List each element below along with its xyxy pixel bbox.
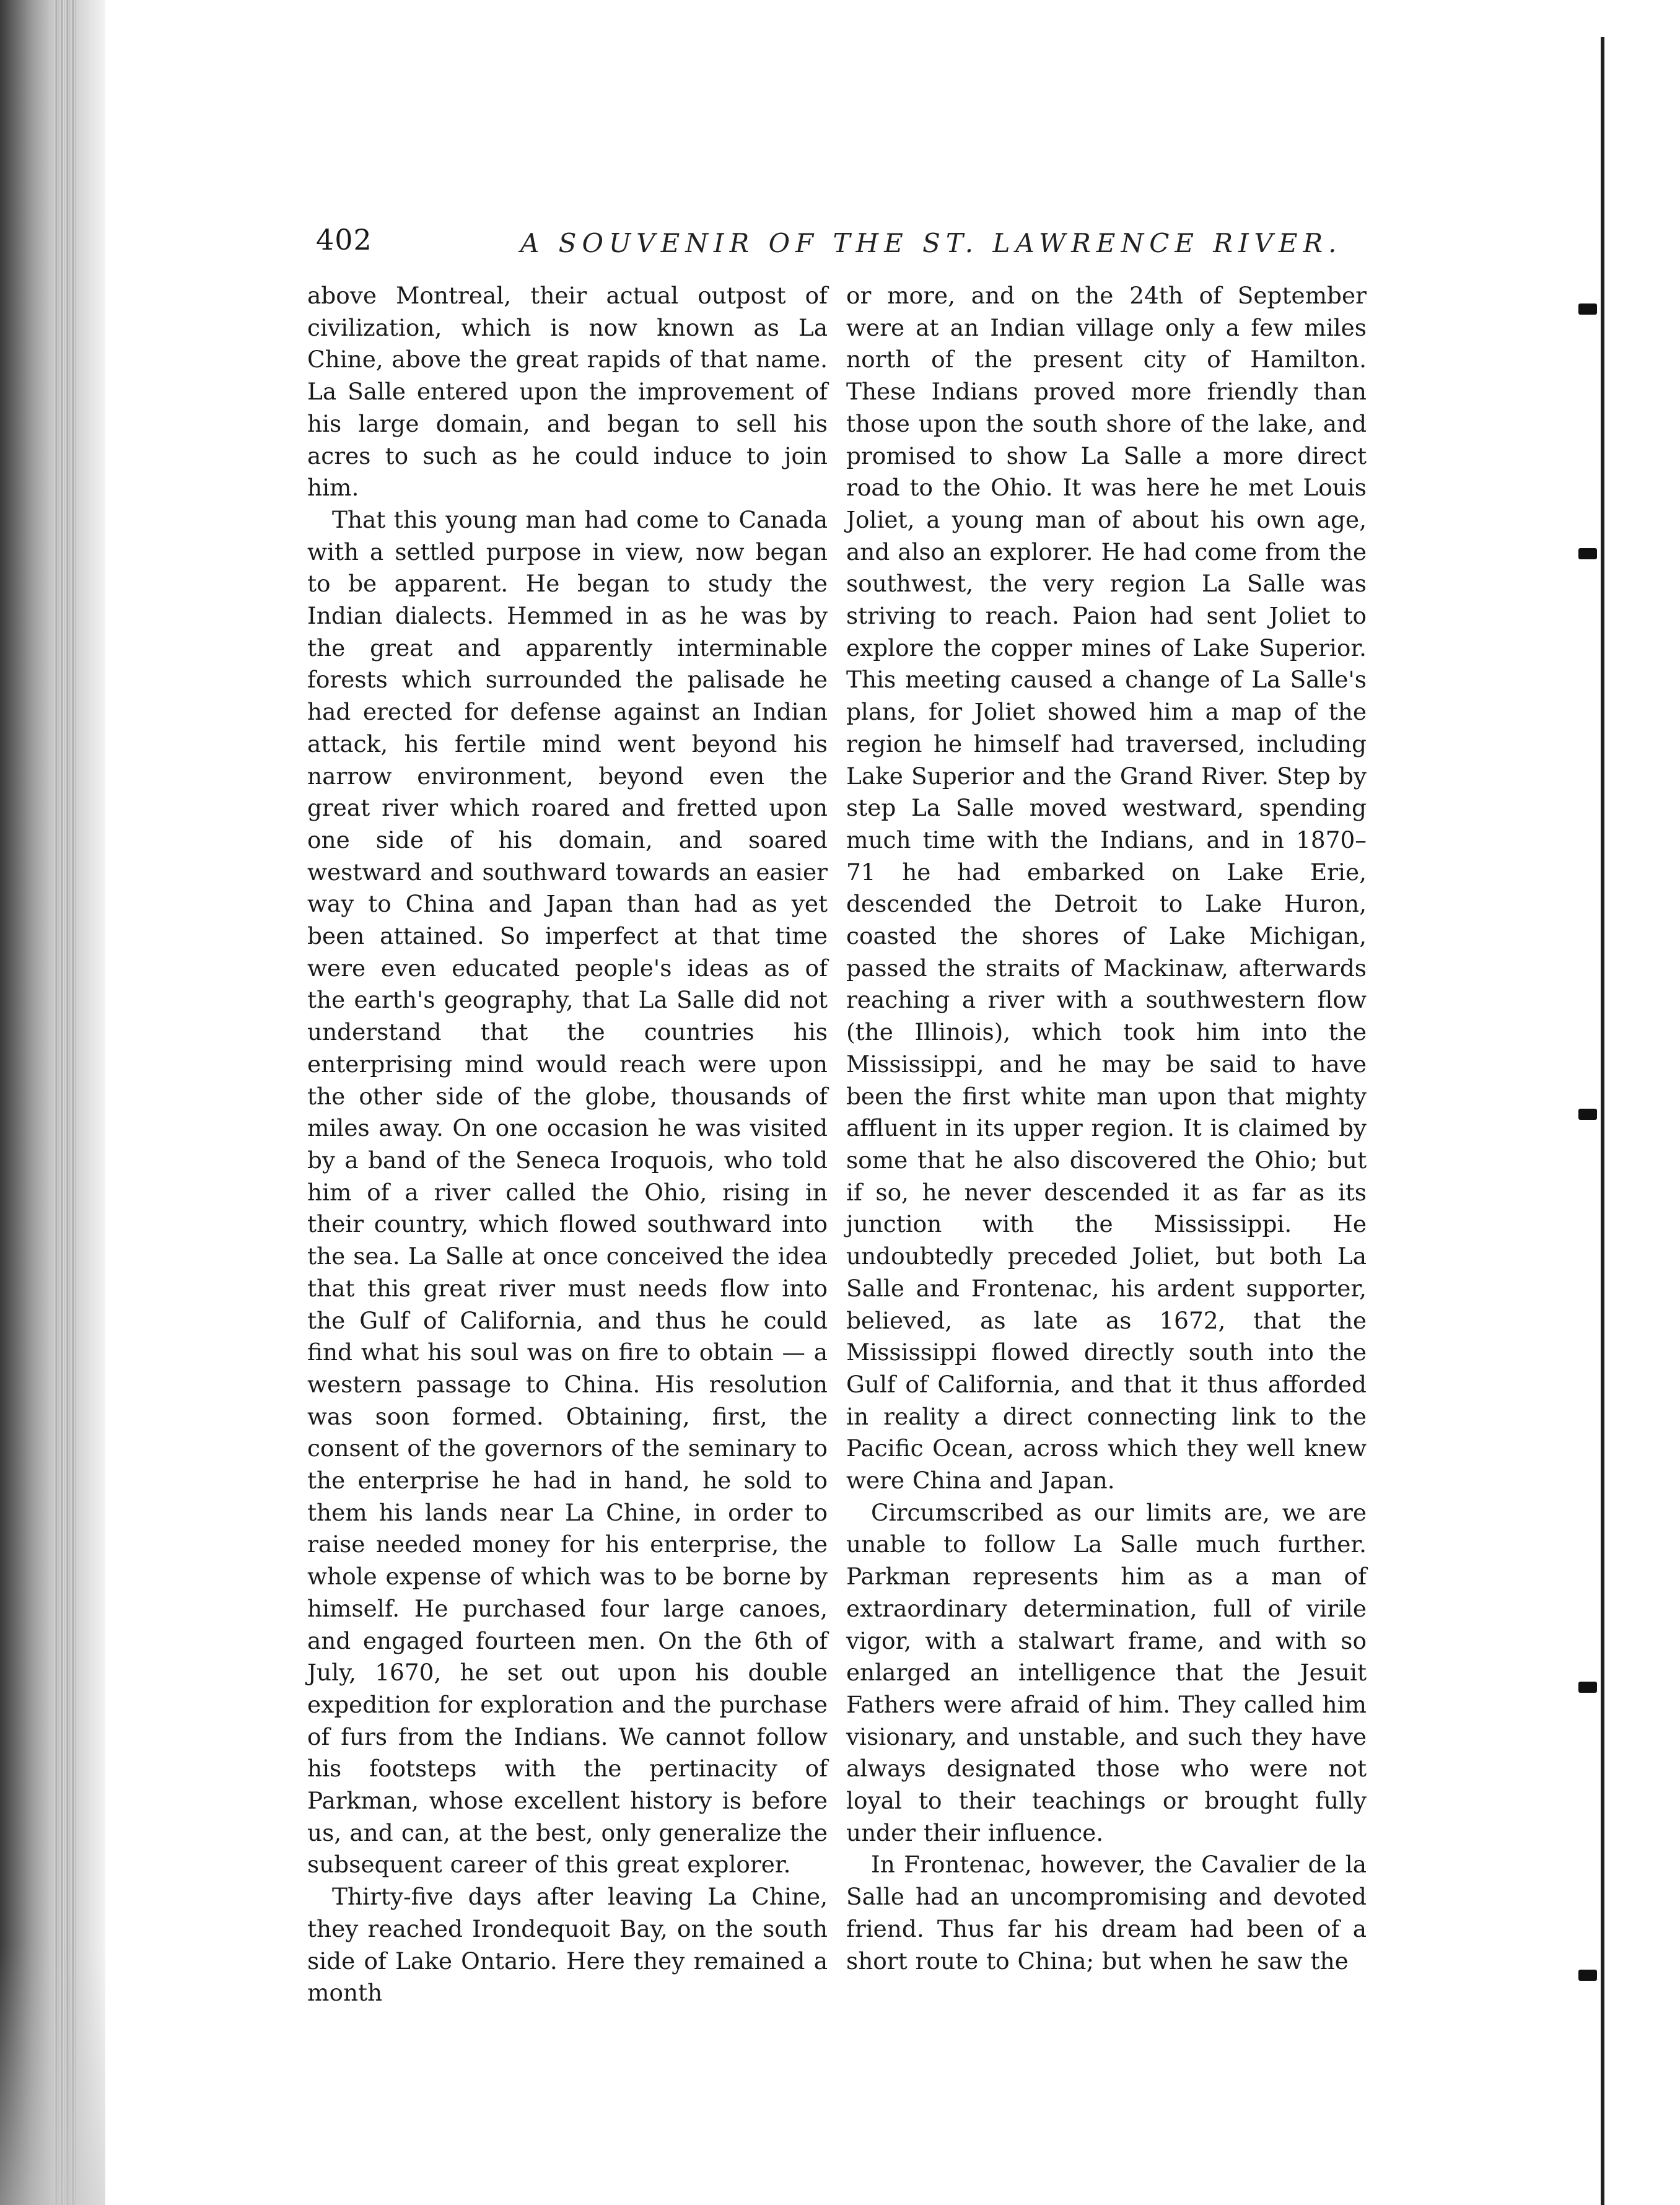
page-number: 402 bbox=[316, 223, 372, 256]
left-column bbox=[307, 280, 828, 2009]
paragraph: In Frontenac, however, the Cavalier de la Salle had an uncompromising and devoted friend. Thus far his dream had been of a short route to China; but when he saw the bbox=[846, 1851, 1367, 1975]
edge-mark bbox=[1578, 548, 1597, 559]
running-title: A SOUVENIR OF THE ST. LAWRENCE RIVER. bbox=[520, 228, 1342, 258]
edge-mark bbox=[1578, 1970, 1597, 1981]
adjacent-page-edge bbox=[1601, 0, 1680, 2205]
page-header bbox=[316, 223, 1342, 266]
paragraph: or more, and on the 24th of September were at an Indian village only a few miles north of the present city of Hamilton. These Indians proved more friendly than those upon the south shore of the lake, and promised to show La Salle a more direct road to the Ohio. It was here he met Louis Joliet, a young man of about his own age, and also an explorer. He had come from the southwest, the very region La Salle was striving to reach. Paion had sent Joliet to explore the copper mines of Lake Superior. This meeting caused a change of La Salle's plans, for Joliet showed him a map of the region he himself had traversed, including Lake Superior and the Grand River. Step by step La Salle moved westward, spending much time with the Indians, and in 1870–71 he had embarked on Lake Erie, descended the Detroit to Lake Huron, coasted the shores of Lake Michigan, passed the straits of Mackinaw, afterwards reaching a river with a southwestern flow (the Illinois), which took him into the Mississippi, and he may be said to have been the first white man upon that mighty affluent in its upper region. It is claimed by some that he also discovered the Ohio; but if so, he never descended it as far as its junction with the Mississippi. He undoubtedly preceded Joliet, but both La Salle and Frontenac, his ardent supporter, believed, as late as 1672, that the Mississippi flowed directly south into the Gulf of California, and that it thus afforded in reality a direct connecting link to the Pacific Ocean, across which they well knew were China and Japan. bbox=[846, 282, 1367, 1495]
right-column bbox=[846, 280, 1367, 1977]
book-binding bbox=[0, 0, 105, 2205]
paragraph: Circumscribed as our limits are, we are unable to follow La Salle much further. Parkman represents him as a man of extraordinary determination, full of virile vigor, with a stalwart frame, and with so enlarged an intelligence that the Jesuit Fathers were afraid of him. They called him visionary, and unstable, and such they have always designated those who were not loyal to their teachings or brought fully under their influence. bbox=[846, 1498, 1367, 1846]
edge-mark bbox=[1578, 1682, 1597, 1693]
edge-mark bbox=[1578, 1109, 1597, 1120]
paragraph: Thirty-five days after leaving La Chine, they reached Irondequoit Bay, on the south side of Lake Ontario. Here they remained a month bbox=[307, 1883, 828, 2007]
paragraph: above Montreal, their actual outpost of civilization, which is now known as La Chine, above the great rapids of that name. La Salle entered upon the improvement of his large domain, and began to sell his acres to such as he could induce to join him. bbox=[307, 282, 828, 502]
edge-mark bbox=[1578, 303, 1597, 315]
paragraph: That this young man had come to Canada with a settled purpose in view, now began to be apparent. He began to study the Indian dialects. Hemmed in as he was by the great and apparently interminable forests which surrounded the palisade he had erected for defense against an Indian attack, his fertile mind went beyond his narrow environment, beyond even the great river which roared and fretted upon one side of his domain, and soared westward and southward towards an easier way to China and Japan than had as yet been attained. So imperfect at that time were even educated people's ideas as of the earth's geography, that La Salle did not understand that the countries his enterprising mind would reach were upon the other side of the globe, thousands of miles away. On one occasion he was visited by a band of the Seneca Iroquois, who told him of a river called the Ohio, rising in their country, which flowed southward into the sea. La Salle at once conceived the idea that this great river must needs flow into the Gulf of California, and thus he could find what his soul was on fire to obtain — a western passage to China. His resolution was soon formed. Obtaining, first, the consent of the governors of the seminary to the enterprise he had in hand, he sold to them his lands near La Chine, in order to raise needed money for his enterprise, the whole expense of which was to be borne by himself. He purchased four large canoes, and engaged fourteen men. On the 6th of July, 1670, he set out upon his double expedition for exploration and the purchase of furs from the Indians. We cannot follow his footsteps with the pertinacity of Parkman, whose excellent history is before us, and can, at the best, only generalize the subsequent career of this great explorer. bbox=[307, 505, 828, 1879]
